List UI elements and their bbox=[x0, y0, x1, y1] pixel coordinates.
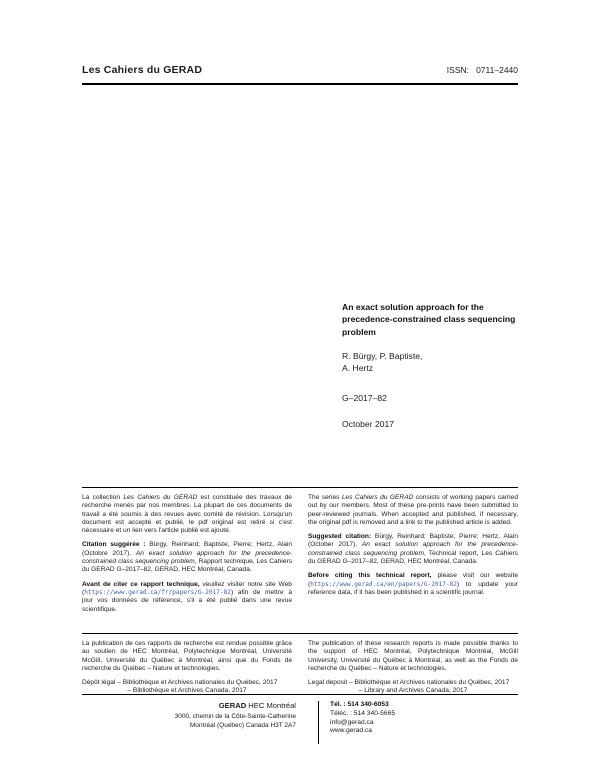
before-citing-fr-mid: veuillez visiter notre site Web ( bbox=[82, 580, 292, 596]
about-en-series: Les Cahiers du GERAD bbox=[341, 494, 414, 501]
section-rule-bottom bbox=[82, 694, 518, 695]
fax-number: Téléc. : 514 340-5665 bbox=[330, 709, 396, 717]
authors-line-1: R. Bürgy, P. Baptiste, bbox=[342, 351, 423, 362]
phone-number: Tél. : 514 340-6053 bbox=[330, 701, 389, 708]
address-line-1: 3000, chemin de la Côte-Sainte-Catherine bbox=[174, 713, 296, 720]
organization-name bbox=[82, 701, 296, 710]
citation-fr-mid: Bürgy, Reinhard; Baptiste, Pierre; Hertz, Alain (Octobre 2017). bbox=[82, 541, 292, 557]
about-paragraph-en bbox=[308, 494, 518, 527]
section-rule-top bbox=[82, 487, 518, 488]
about-fr-post: est constituée des travaux de recherche menés par nos membres. La plupart de ces documents de travail a été soumis à des revues avec comité de révision. Lorsqu'un document est accepté et publié, le pdf original est retiré si c'est nécessaire et un lien vers l'article publié est ajouté. bbox=[82, 494, 292, 535]
column-english bbox=[308, 494, 518, 620]
report-date: October 2017 bbox=[342, 418, 395, 429]
org-affiliation: HEC Montréal bbox=[246, 701, 296, 710]
before-citing-en-tail: ) to update your reference data, if it has been published in a scientific journal. bbox=[308, 580, 518, 596]
before-citing-paragraph-fr bbox=[82, 581, 292, 614]
citation-en-lead: Suggested citation: bbox=[308, 533, 372, 541]
footer-contact-block bbox=[330, 701, 395, 736]
citation-paragraph-en bbox=[308, 533, 518, 566]
citation-paragraph-fr bbox=[82, 541, 292, 574]
legal-fr-line-2: – Bibliothèque et Archives Canada, 2017 bbox=[127, 687, 247, 695]
column-french bbox=[82, 640, 292, 702]
citation-en-work: An exact solution approach for the precedence-constrained class sequencing problem bbox=[308, 541, 518, 557]
legal-en-line-2: – Library and Archives Canada, 2017 bbox=[358, 687, 468, 695]
about-fr-pre: La collection bbox=[82, 494, 124, 501]
support-paragraph-en: The publication of these research reports is made possible thanks to the support of HEC Montréal, Polytechnique Montréal, McGill University, Université du Québec à Montréal, as well as the Fonds de recherche du Québec – Nature et technologies. bbox=[308, 640, 518, 672]
before-citing-en-mid: please visit our website ( bbox=[308, 572, 518, 588]
citation-en-mid: Bürgy, Reinhard; Baptiste, Pierre; Hertz, Alain (October 2017). bbox=[308, 533, 518, 549]
before-citing-paragraph-en bbox=[308, 572, 518, 597]
report-url-fr[interactable]: https://www.gerad.ca/fr/papers/G-2017-82 bbox=[84, 588, 231, 596]
about-en-post: consists of working papers carried out by our members. Most of these pre-prints have been submitted to peer-reviewed journals. When accepted and published, if necessary, the original pdf is removed and a link to the published article is added. bbox=[308, 494, 518, 526]
column-english bbox=[308, 640, 518, 702]
report-url-en[interactable]: https://www.gerad.ca/en/papers/G-2017-82 bbox=[310, 580, 457, 588]
report-number: G–2017–82 bbox=[342, 392, 387, 403]
footer-divider bbox=[318, 701, 319, 744]
before-citing-fr-tail: ) afin de mettre à jour vos données de référence, s'il a été publié dans une revue scientifique. bbox=[82, 588, 292, 613]
about-fr-series: Les Cahiers du GERAD bbox=[123, 494, 198, 501]
paper-title: An exact solution approach for the precedence-constrained class sequencing problem bbox=[342, 302, 516, 337]
citation-fr-work: An exact solution approach for the precedence-constrained class sequencing problem bbox=[82, 549, 292, 566]
column-french bbox=[82, 494, 292, 620]
header bbox=[82, 64, 518, 76]
before-citing-fr-lead: Avant de citer ce rapport technique, bbox=[82, 580, 200, 588]
email-link[interactable]: info@gerad.ca bbox=[330, 718, 374, 726]
series-name: Les Cahiers du GERAD bbox=[82, 64, 203, 76]
header-rule bbox=[82, 83, 518, 85]
footer-address-block bbox=[82, 701, 296, 730]
address-line-2: Montréal (Québec) Canada H3T 2A7 bbox=[189, 721, 296, 729]
authors-line-2: A. Hertz bbox=[342, 363, 374, 374]
title-block bbox=[342, 301, 520, 429]
before-citing-en-lead: Before citing this technical report, bbox=[308, 572, 432, 580]
about-section bbox=[82, 494, 518, 620]
citation-fr-lead: Citation suggérée : bbox=[82, 541, 146, 549]
org-acronym: GERAD bbox=[218, 701, 247, 710]
citation-en-tail: , Technical report, Les Cahiers du GERAD G–2017–82, GERAD, HEC Montréal, Canada. bbox=[308, 549, 518, 566]
legal-en-line-1: Legal deposit – Bibliothèque et Archives nationales du Québec, 2017 bbox=[308, 679, 510, 687]
legal-fr-line-1: Dépôt légal – Bibliothèque et Archives nationales du Québec, 2017 bbox=[82, 679, 278, 687]
issn-number: ISSN: 0711–2440 bbox=[446, 65, 518, 75]
support-section bbox=[82, 640, 518, 702]
authors bbox=[342, 351, 520, 375]
about-paragraph-fr bbox=[82, 494, 292, 535]
about-en-pre: The series bbox=[308, 494, 342, 501]
support-paragraph-fr: La publication de ces rapports de recherche est rendue possible grâce au soutien de HEC Montréal, Polytechnique Montréal, Université McGill, Université du Québec à Montréal, ainsi que du Fonds de recherche du Québec – Nature et technologies. bbox=[82, 640, 292, 672]
section-rule-middle bbox=[82, 633, 518, 634]
website-link[interactable]: www.gerad.ca bbox=[330, 727, 373, 735]
citation-fr-tail: , Rapport technique, Les Cahiers du GERAD G–2017–82, GERAD, HEC Montréal, Canada. bbox=[82, 558, 292, 574]
